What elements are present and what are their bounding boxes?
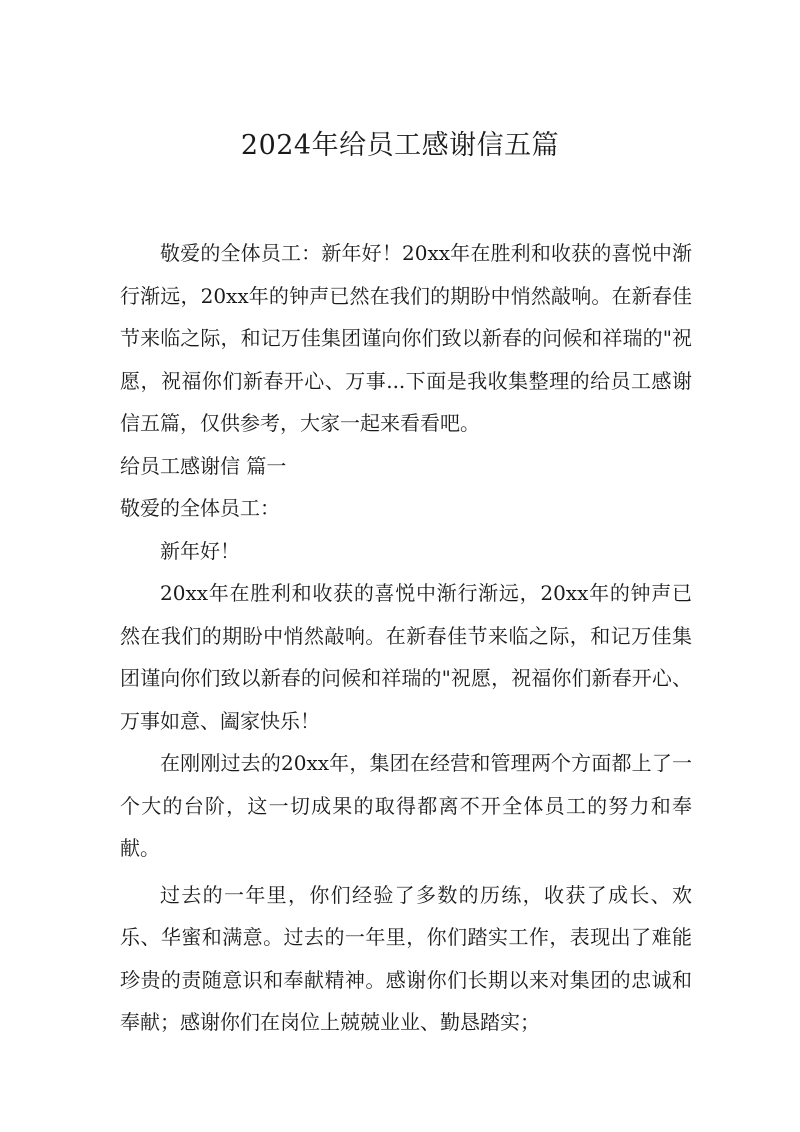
- body-paragraph: 20xx年在胜利和收获的喜悦中渐行渐远，20xx年的钟声已然在我们的期盼中悄然敲响。在新春佳节来临之际，和记万佳集团谨向你们致以新春的问候和祥瑞的"祝愿，祝福你们新春开心、万事如意、阖家快乐！: [120, 581, 692, 733]
- document-title: 2024年给员工感谢信五篇: [240, 130, 560, 161]
- document-body: [120, 232, 692, 1044]
- section-heading: 给员工感谢信 篇一: [120, 453, 287, 478]
- intro-paragraph: 敬爱的全体员工：新年好！20xx年在胜利和收获的喜悦中渐行渐远，20xx年的钟声已然在我们的期盼中悄然敲响。在新春佳节来临之际，和记万佳集团谨向你们致以新春的问候和祥瑞的"祝愿，祝福你们新春开心、万事...下面是我收集整理的给员工感谢信五篇，仅供参考，大家一起来看看吧。: [120, 241, 692, 435]
- body-paragraph: 在刚刚过去的20xx年，集团在经营和管理两个方面都上了一个大的台阶，这一切成果的取得都离不开全体员工的努力和奉献。: [120, 751, 692, 860]
- greeting: 新年好！: [160, 538, 240, 563]
- salutation: 敬爱的全体员工：: [120, 496, 280, 520]
- body-paragraph: 过去的一年里，你们经验了多数的历练，收获了成长、欢乐、华蜜和满意。过去的一年里，你们踏实工作，表现出了难能珍贵的责随意识和奉献精神。感谢你们长期以来对集团的忠诚和奉献；感谢你们在岗位上兢兢业业、勤恳踏实；: [120, 882, 692, 1034]
